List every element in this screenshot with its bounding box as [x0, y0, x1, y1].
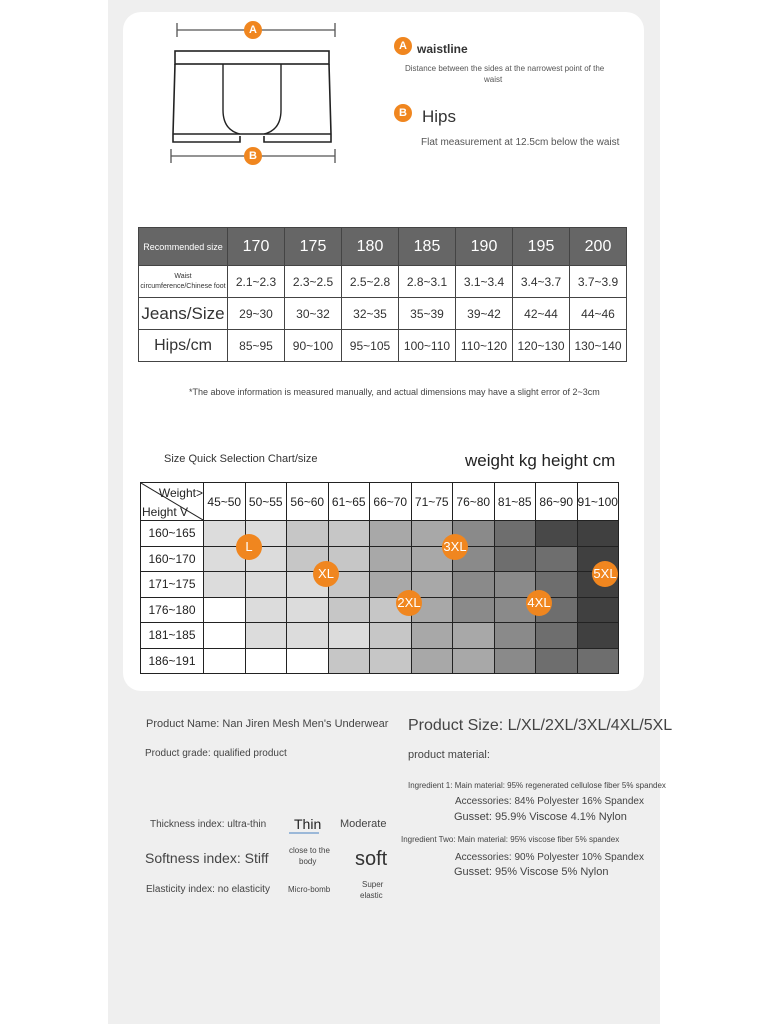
table-cell: 3.7~3.9 — [570, 266, 627, 298]
hips-desc: Flat measurement at 12.5cm below the waist — [421, 137, 620, 148]
waistline-title: waistline — [417, 42, 468, 56]
weight-column-header: 66~70 — [370, 483, 412, 521]
table-row — [139, 330, 627, 362]
size-zone-cell — [370, 623, 412, 649]
size-cell: 185 — [399, 228, 456, 266]
table-row — [141, 521, 619, 547]
table-row — [139, 266, 627, 298]
quick-selection-table — [140, 482, 619, 674]
quick-table-header — [141, 483, 619, 521]
elasticity-index: Elasticity index: no elasticity — [146, 884, 270, 895]
size-zone-cell — [287, 648, 329, 674]
size-marker-l: L — [236, 534, 262, 560]
size-zone-cell — [370, 521, 412, 547]
close-label-2: body — [299, 857, 317, 866]
product-name: Product Name: Nan Jiren Mesh Men's Underwear — [146, 718, 389, 730]
size-zone-cell — [494, 546, 536, 572]
table-cell: 29~30 — [228, 298, 285, 330]
microbomb-label: Micro-bomb — [288, 885, 331, 894]
super-label-2: elastic — [360, 891, 383, 900]
size-zone-cell — [577, 623, 619, 649]
size-cell: 175 — [285, 228, 342, 266]
accessories-2: Accessories: 90% Polyester 10% Spandex — [455, 852, 644, 863]
size-zone-cell — [453, 648, 495, 674]
size-zone-cell — [204, 597, 246, 623]
size-zone-cell — [204, 648, 246, 674]
size-cell: 180 — [342, 228, 399, 266]
table-cell: 32~35 — [342, 298, 399, 330]
size-table — [138, 227, 627, 362]
badge-b-legend: B — [394, 104, 412, 122]
waistline-desc-1: Distance between the sides at the narrowest point of the — [405, 64, 605, 73]
size-cell: 200 — [570, 228, 627, 266]
table-cell: 3.4~3.7 — [513, 266, 570, 298]
weight-column-header: 91~100 — [577, 483, 619, 521]
table-row — [139, 298, 627, 330]
ingredient-1: Ingredient 1: Main material: 95% regenerated cellulose fiber 5% spandex — [408, 781, 666, 790]
size-marker-5xl: 5XL — [592, 561, 618, 587]
super-label-1: Super — [362, 880, 384, 889]
table-cell: 100~110 — [399, 330, 456, 362]
thin-label: Thin — [294, 816, 322, 832]
table-cell: 95~105 — [342, 330, 399, 362]
table-cell: 42~44 — [513, 298, 570, 330]
size-zone-cell — [494, 521, 536, 547]
size-zone-cell — [370, 546, 412, 572]
product-grade: Product grade: qualified product — [145, 748, 287, 759]
ingredient-2: Ingredient Two: Main material: 95% viscose fiber 5% spandex — [401, 835, 620, 844]
table-cell: 39~42 — [456, 298, 513, 330]
badge-a-top: A — [244, 21, 262, 39]
thin-underline — [289, 832, 319, 834]
table-cell: 85~95 — [228, 330, 285, 362]
badge-a-legend: A — [394, 37, 412, 55]
accessories-1: Accessories: 84% Polyester 16% Spandex — [455, 796, 644, 807]
size-cell: 195 — [513, 228, 570, 266]
table-cell: 120~130 — [513, 330, 570, 362]
gusset-2: Gusset: 95% Viscose 5% Nylon — [454, 866, 609, 878]
weight-column-header: 76~80 — [453, 483, 495, 521]
table-cell: 30~32 — [285, 298, 342, 330]
size-zone-cell — [453, 623, 495, 649]
gusset-1: Gusset: 95.9% Viscose 4.1% Nylon — [454, 811, 627, 823]
size-zone-cell — [411, 623, 453, 649]
table-cell: 2.5~2.8 — [342, 266, 399, 298]
size-zone-cell — [536, 546, 578, 572]
weight-column-header: 71~75 — [411, 483, 453, 521]
weight-axis-label: Weight> — [158, 486, 203, 500]
height-axis-label: Height V — [142, 505, 189, 519]
size-zone-cell — [328, 597, 370, 623]
weight-column-header: 86~90 — [536, 483, 578, 521]
table-cell: 2.1~2.3 — [228, 266, 285, 298]
quick-chart-units: weight kg height cm — [465, 451, 616, 470]
weight-column-header: 81~85 — [494, 483, 536, 521]
header-label: Recommended size — [139, 228, 228, 266]
size-zone-cell — [453, 597, 495, 623]
table-row — [141, 546, 619, 572]
close-label-1: close to the — [289, 846, 330, 855]
table-row — [141, 623, 619, 649]
size-zone-cell — [245, 648, 287, 674]
corner-cell — [141, 483, 204, 521]
row-label: Jeans/Size — [139, 298, 228, 330]
size-cell: 170 — [228, 228, 285, 266]
size-zone-cell — [204, 572, 246, 598]
size-zone-cell — [577, 521, 619, 547]
size-zone-cell — [536, 623, 578, 649]
product-size: Product Size: L/XL/2XL/3XL/4XL/5XL — [408, 717, 673, 734]
thickness-index: Thickness index: ultra-thin — [150, 819, 267, 830]
moderate-label: Moderate — [340, 818, 387, 830]
size-zone-cell — [287, 521, 329, 547]
row-label: Hips/cm — [139, 330, 228, 362]
size-zone-cell — [411, 648, 453, 674]
size-zone-cell — [204, 623, 246, 649]
table-cell: 90~100 — [285, 330, 342, 362]
size-zone-cell — [370, 648, 412, 674]
height-row-label: 171~175 — [141, 572, 204, 598]
size-marker-3xl: 3XL — [442, 534, 468, 560]
badge-b-bottom: B — [244, 147, 262, 165]
size-cell: 190 — [456, 228, 513, 266]
size-zone-cell — [328, 623, 370, 649]
hips-title: Hips — [422, 107, 457, 126]
size-zone-cell — [536, 521, 578, 547]
soft-label: soft — [355, 848, 388, 870]
size-zone-cell — [577, 597, 619, 623]
weight-column-header: 61~65 — [328, 483, 370, 521]
size-marker-2xl: 2XL — [396, 590, 422, 616]
size-marker-4xl: 4XL — [526, 590, 552, 616]
table-cell: 2.3~2.5 — [285, 266, 342, 298]
size-zone-cell — [494, 623, 536, 649]
waistline-desc-2: waist — [484, 75, 503, 84]
table-row — [141, 648, 619, 674]
weight-column-header: 50~55 — [245, 483, 287, 521]
size-marker-xl: XL — [313, 561, 339, 587]
height-row-label: 181~185 — [141, 623, 204, 649]
measurement-note: *The above information is measured manually, and actual dimensions may have a slight error of 2~3cm — [189, 387, 600, 397]
height-row-label: 160~170 — [141, 546, 204, 572]
size-zone-cell — [453, 572, 495, 598]
table-cell: 2.8~3.1 — [399, 266, 456, 298]
softness-index: Softness index: Stiff — [145, 850, 269, 866]
quick-chart-title: Size Quick Selection Chart/size — [164, 453, 318, 465]
height-row-label: 176~180 — [141, 597, 204, 623]
size-zone-cell — [245, 597, 287, 623]
table-cell: 3.1~3.4 — [456, 266, 513, 298]
size-zone-cell — [577, 648, 619, 674]
size-zone-cell — [287, 597, 329, 623]
table-cell: 130~140 — [570, 330, 627, 362]
size-zone-cell — [536, 648, 578, 674]
height-row-label: 160~165 — [141, 521, 204, 547]
table-cell: 35~39 — [399, 298, 456, 330]
size-zone-cell — [245, 623, 287, 649]
height-row-label: 186~191 — [141, 648, 204, 674]
row-label: Waist circumference/Chinese foot — [139, 266, 228, 298]
weight-column-header: 45~50 — [204, 483, 246, 521]
size-zone-cell — [328, 648, 370, 674]
material-title: product material: — [408, 749, 490, 761]
size-zone-cell — [328, 521, 370, 547]
size-zone-cell — [494, 648, 536, 674]
table-cell: 44~46 — [570, 298, 627, 330]
size-zone-cell — [245, 572, 287, 598]
table-cell: 110~120 — [456, 330, 513, 362]
size-table-header — [139, 228, 627, 266]
weight-column-header: 56~60 — [287, 483, 329, 521]
size-zone-cell — [287, 623, 329, 649]
